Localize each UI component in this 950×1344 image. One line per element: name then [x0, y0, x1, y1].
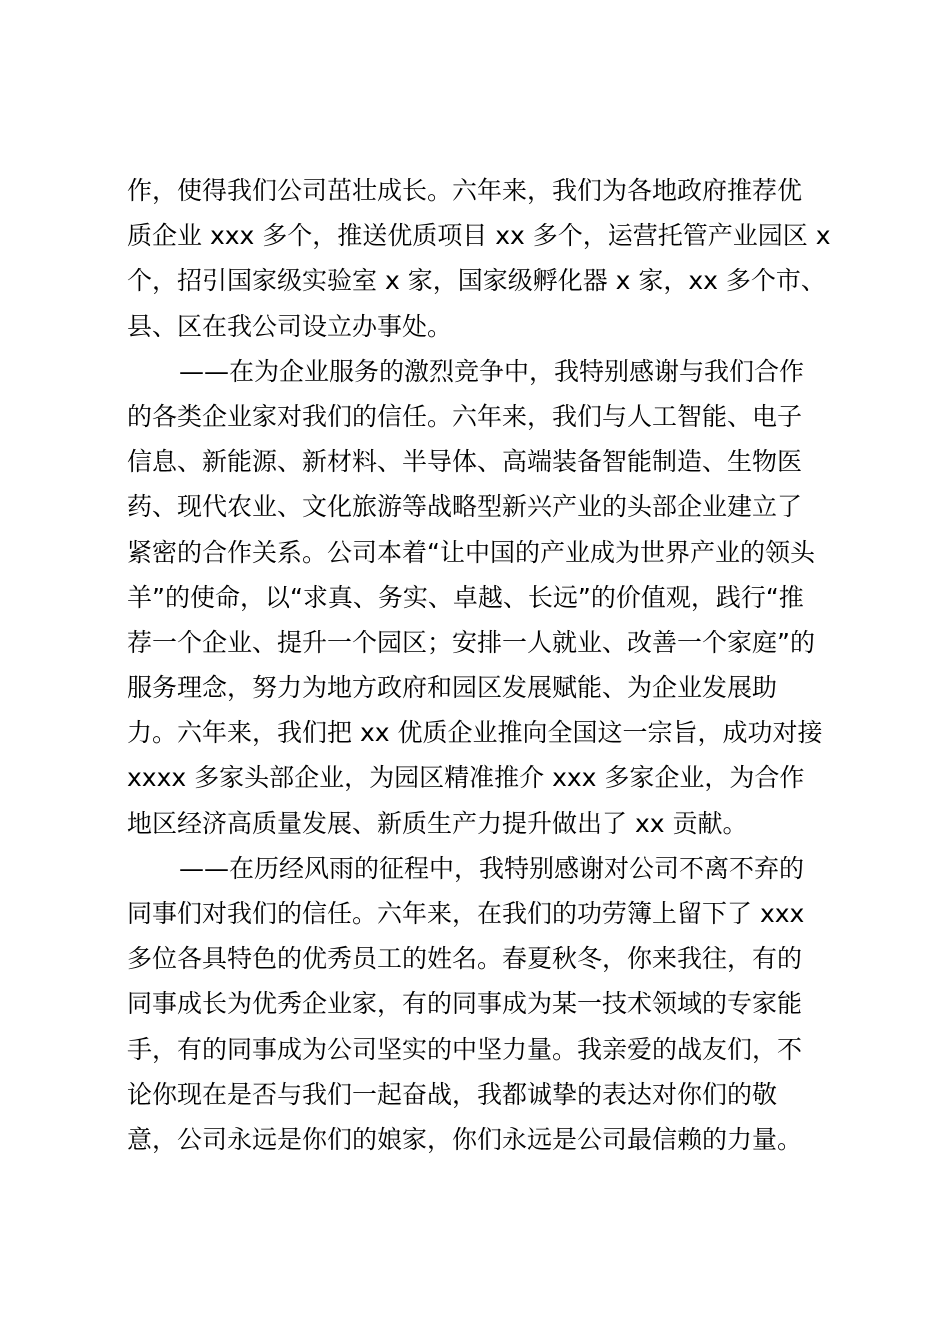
text-line: 论你现在是否与我们一起奋战，我都诚挚的表达对你们的敬	[127, 1079, 778, 1109]
text-line: xxxx 多家头部企业，为园区精准推介 xxx 多家企业，为合作	[127, 763, 805, 793]
text-line: 同事们对我们的信任。六年来，在我们的功劳簿上留下了 xxx	[127, 899, 805, 928]
text-line: 作，使得我们公司茁壮成长。六年来，我们为各地政府推荐优	[127, 176, 803, 205]
text-line: 羊”的使命，以“求真、务实、卓越、长远”的价值观，践行“推	[127, 582, 804, 612]
text-line: 服务理念，努力为地方政府和园区发展赋能、为企业发展助	[127, 673, 778, 703]
text-line: 力。六年来，我们把 xx 优质企业推向全国这一宗旨，成功对接	[127, 718, 823, 748]
text-line: 药、现代农业、文化旅游等战略型新兴产业的头部企业建立了	[127, 492, 803, 522]
text-line: 紧密的合作关系。公司本着“让中国的产业成为世界产业的领头	[127, 537, 815, 567]
paragraph-1	[127, 168, 839, 349]
text-line: 同事成长为优秀企业家，有的同事成为某一技术领域的专家能	[127, 989, 803, 1019]
text-line: 荐一个企业、提升一个园区；安排一人就业、改善一个家庭”的	[127, 627, 815, 657]
paragraph-2	[127, 349, 839, 846]
text-line: 质企业 xxx 多个，推送优质项目 xx 多个，运营托管产业园区 x	[127, 221, 831, 251]
text-line: ——在历经风雨的征程中，我特别感谢对公司不离不弃的	[179, 853, 805, 883]
document-body	[127, 168, 839, 1162]
text-line: 手，有的同事成为公司坚实的中坚力量。我亲爱的战友们，不	[127, 1034, 803, 1064]
text-line: 的各类企业家对我们的信任。六年来，我们与人工智能、电子	[127, 401, 803, 431]
text-line: 多位各具特色的优秀员工的姓名。春夏秋冬，你来我往，有的	[127, 944, 803, 974]
paragraph-3	[127, 846, 839, 1162]
text-line: 县、区在我公司设立办事处。	[127, 311, 453, 341]
text-line: 个，招引国家级实验室 x 家，国家级孵化器 x 家，xx 多个市、	[127, 266, 826, 296]
text-line: ——在为企业服务的激烈竞争中，我特别感谢与我们合作	[179, 356, 805, 386]
text-line: 信息、新能源、新材料、半导体、高端装备智能制造、生物医	[127, 447, 803, 477]
text-line: 意，公司永远是你们的娘家，你们永远是公司最信赖的力量。	[127, 1124, 803, 1154]
text-line: 地区经济高质量发展、新质生产力提升做出了 xx 贡献。	[127, 808, 748, 838]
